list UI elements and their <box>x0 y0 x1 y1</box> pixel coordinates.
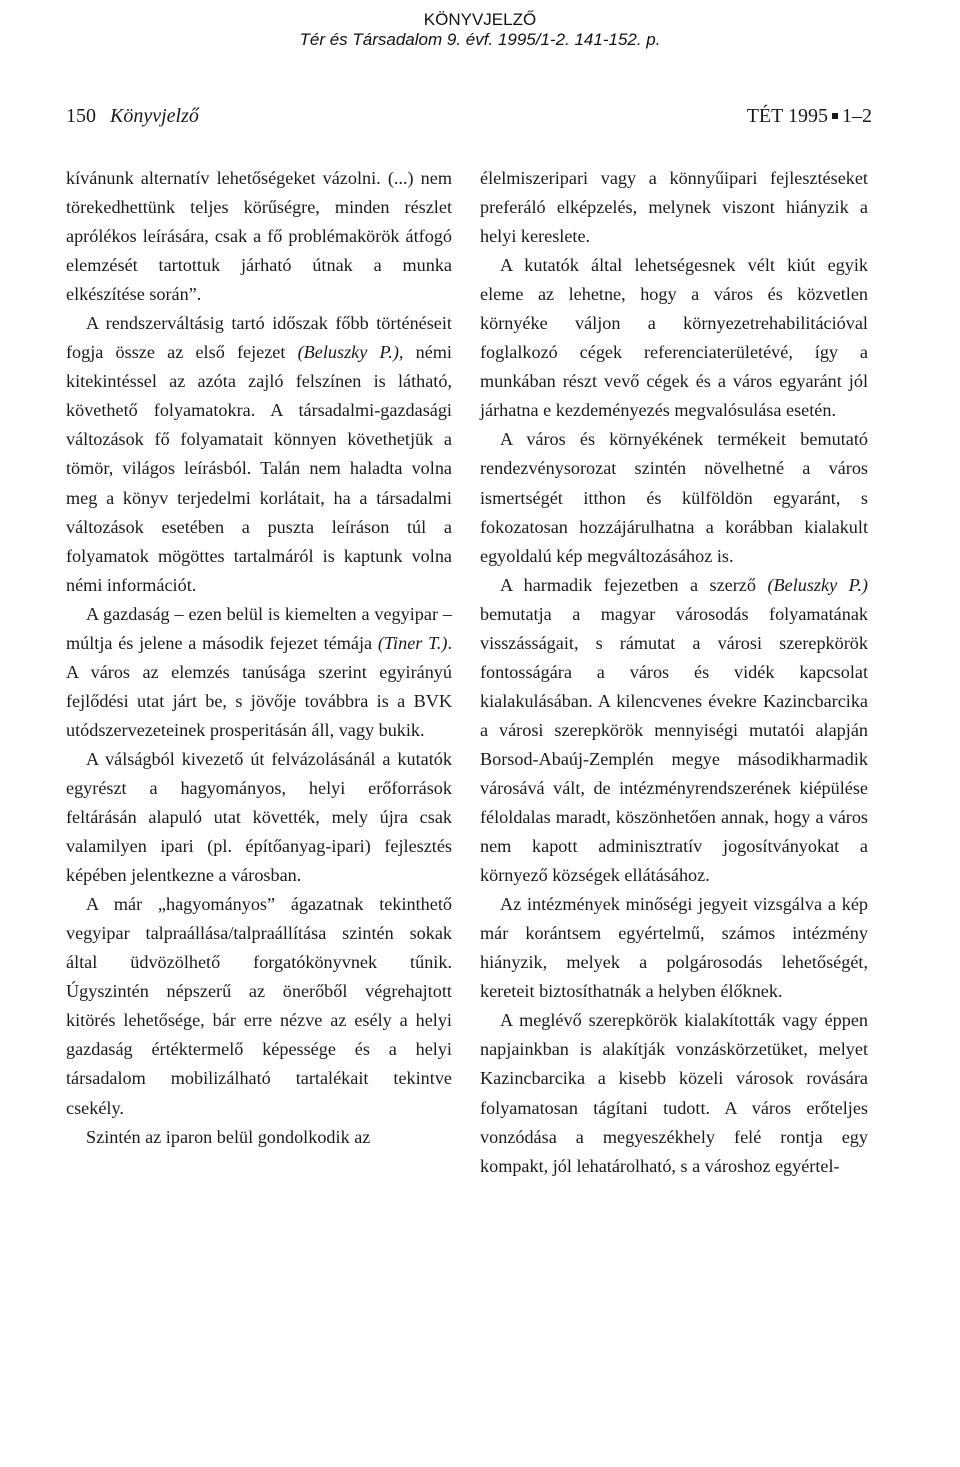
paragraph: A város és környékének termékeit bemutató rendezvénysorozat szintén növelhetné a város ismertségét itthon és külföldön egyaránt, s fokozatosan hozzájárulhatna a korábban kialakult egyoldalú kép megváltozásához is. <box>480 429 868 566</box>
running-head-left <box>66 103 199 129</box>
paragraph: A kutatók által lehetségesnek vélt kiút egyik eleme az lehetne, hogy a város és közvetlen környéke váljon a környezetrehabilitációval foglalkozó cégek referenciaterületévé, így a munkában részt vevő cégek és a város egyaránt jól járhatna e kezdeményezés megvalósulása esetén. <box>480 255 868 421</box>
paragraph: élelmiszeripari vagy a könnyűipari fejlesztéseket preferáló elképzelés, melynek viszont hiányzik a helyi kereslete. <box>480 168 868 247</box>
paragraph <box>66 600 452 745</box>
running-head-journal: TÉT 1995 <box>746 105 828 127</box>
journal-citation: Tér és Társadalom 9. évf. 1995/1-2. 141-152. p. <box>299 30 661 49</box>
paragraph: A meglévő szerepkörök kialakították vagy éppen napjainkban is alakítják vonzáskörzetüket, melyet Kazincbarcika a kisebb közeli városok rovására folyamatosan tágítani tudott. A város erőteljes vonzódása a megyeszékhely felé rontja egy kompakt, jól lehatárolható, s a városhoz egyértel- <box>480 1010 868 1176</box>
author-reference: (Beluszky P.) <box>297 342 399 363</box>
paragraph: A már „hagyományos” ágazatnak tekinthető vegyipar talpraállása/talpraállítása szintén sokak által üdvözölhető forgatókönyvnek tűnik. Úgyszintén népszerű az önerőből végrehajtott kitörés lehetősége, bár erre nézve az esély a helyi gazdaság értéktermelő képessége és a helyi társadalom mobilizálható tartalékait tekintve csekély. <box>66 894 452 1118</box>
paragraph-text: A harmadik fejezetben a szerző <box>500 574 768 595</box>
running-head-issue: 1–2 <box>842 105 872 127</box>
paragraph: kívánunk alternatív lehetőségeket vázolni. (...) nem törekedhettünk teljes körűségre, minden részlet aprólékos leírására, csak a fő problémakörök átfogó elemzését tartottuk járható útnak a munka elkészítése során”. <box>66 168 452 305</box>
square-bullet-icon <box>832 113 838 119</box>
running-head-section: Könyvjelző <box>110 105 199 127</box>
paragraph-text: bemutatja a magyar városodás folyamatának visszásságait, s rámutat a városi szerepkörök fontosságára a város és vidék kapcsolat kialakulásában. A kilencvenes évekre Kazincbarcika a városi szerepkörök mennyiségi mutatói alapján Borsod-Abaúj-Zemplén megye másodikharmadik városává vált, de intézményrendszerének kiépülése féloldalas maradt, köszönhetően annak, hogy a város nem kapott adminisztratív jogosítványokat a környező községek ellátásához. <box>480 603 868 886</box>
page-number: 150 <box>66 105 96 127</box>
paragraph: Az intézmények minőségi jegyeit vizsgálva a kép már korántsem egyértelmű, számos intézmény hiányzik, melyek a polgárosodás lehetőségét, kereteit biztosíthatnák a helyben élőknek. <box>480 894 868 1002</box>
running-head <box>66 103 872 129</box>
paragraph <box>480 571 868 891</box>
paragraph-text: A rendszerváltásig tartó időszak főbb történéseit fogja össze az első fejezet <box>66 313 452 363</box>
right-column <box>480 164 868 1181</box>
journal-header <box>0 10 960 50</box>
journal-section-title: KÖNYVJELZŐ <box>423 10 537 29</box>
running-head-right <box>747 103 872 129</box>
paragraph: Szintén az iparon belül gondolkodik az <box>86 1126 371 1147</box>
paragraph-text: , némi kitekintéssel az azóta zajló felszínen is látható, követhető folyamatokra. A társadalmi-gazdasági változások fő folyamatait könnyen követhetjük a tömör, világos leírásból. Talán nem haladta volna meg a könyv terjedelmi korlátait, ha a társadalmi változások esetében a puszta leíráson túl a folyamatok mögöttes tartalmáról is kaptunk volna némi információt. <box>66 342 452 595</box>
paragraph: A válságból kivezető út felvázolásánál a kutatók egyrészt a hagyományos, helyi erőforrások feltárásán alapuló utat követték, mely újra csak valamilyen ipari (pl. építőanyag-ipari) fejlesztés képében jelentkezne a városban. <box>66 748 452 886</box>
author-reference: (Tiner T.) <box>377 632 448 653</box>
left-column <box>66 164 452 1152</box>
paragraph-text: . A város az elemzés tanúsága szerint egyirányú fejlődési utat járt be, s jövője továbbra is a BVK utódszervezeteinek prosperitásán áll, vagy bukik. <box>66 632 452 740</box>
paragraph-text: A gazdaság – ezen belül is kiemelten a vegyipar – múltja és jelene a második fejezet témája <box>66 603 452 653</box>
paragraph <box>66 309 452 599</box>
author-reference: (Beluszky P.) <box>767 574 868 595</box>
